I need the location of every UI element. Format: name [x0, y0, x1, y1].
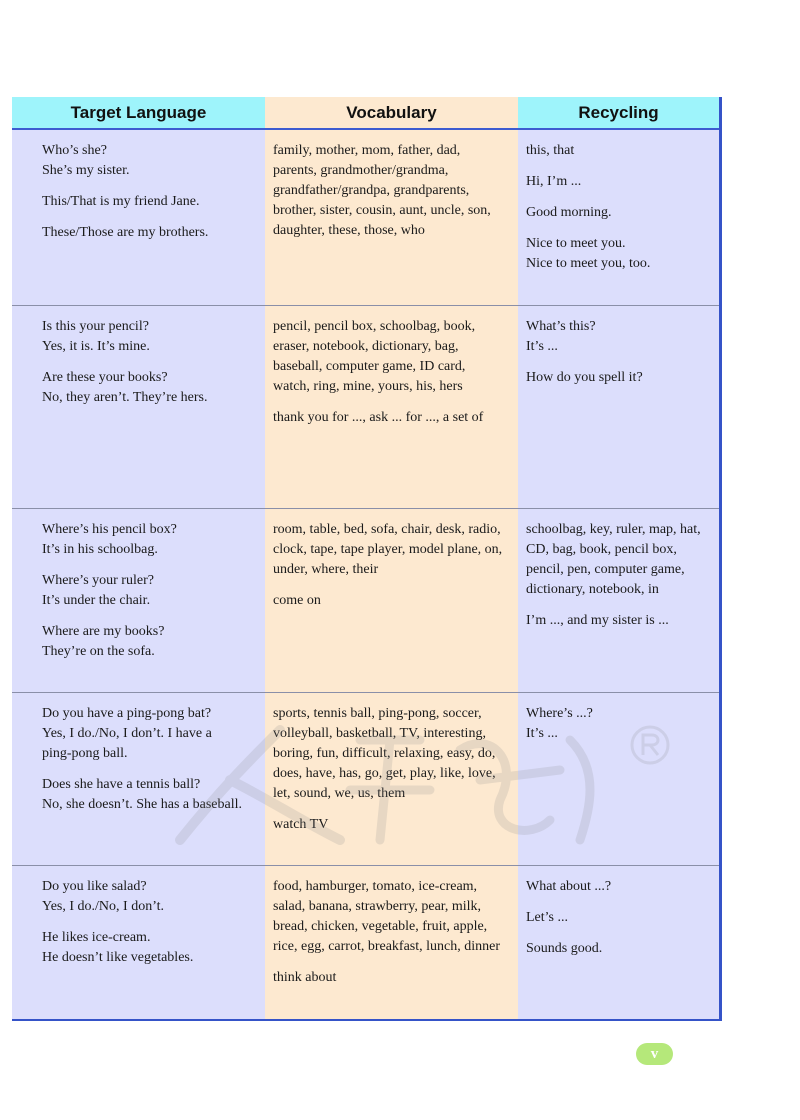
- cell-paragraph: [273, 317, 510, 397]
- cell-paragraph: [526, 203, 711, 223]
- cell-line: parents, grandmother/grandma,: [273, 163, 449, 178]
- cell-line: under, where, their: [273, 562, 379, 577]
- cell-line: grandfather/grandpa, grandparents,: [273, 183, 470, 198]
- cell-line: She’s my sister.: [42, 163, 130, 178]
- cell-paragraph: [526, 520, 711, 600]
- cell-paragraph: [42, 520, 257, 560]
- table-header-row: [12, 97, 719, 130]
- cell-line: Are these your books?: [42, 370, 168, 385]
- page-number: v: [636, 1043, 673, 1065]
- cell-line: Yes, I do./No, I don’t. I have a: [42, 726, 212, 741]
- cell-line: brother, sister, cousin, aunt, uncle, son,: [273, 203, 491, 218]
- cell-vocabulary: [265, 130, 518, 305]
- cell-paragraph: [273, 591, 510, 611]
- cell-paragraph: [526, 172, 711, 192]
- cell-paragraph: [273, 704, 510, 804]
- cell-line: It’s in his schoolbag.: [42, 542, 158, 557]
- cell-line: this, that: [526, 143, 575, 158]
- cell-paragraph: [526, 368, 711, 388]
- cell-line: It’s under the chair.: [42, 593, 151, 608]
- cell-line: does, have, has, go, get, play, like, love,: [273, 766, 496, 781]
- table-row: [12, 693, 719, 866]
- cell-paragraph: [42, 622, 257, 662]
- cell-line: daughter, these, those, who: [273, 223, 425, 238]
- cell-target: [12, 509, 265, 692]
- cell-line: This/That is my friend Jane.: [42, 194, 200, 209]
- cell-line: schoolbag, key, ruler, map, hat,: [526, 522, 701, 537]
- cell-line: watch, ring, mine, yours, his, hers: [273, 379, 463, 394]
- cell-paragraph: [526, 877, 711, 897]
- cell-line: No, she doesn’t. She has a baseball.: [42, 797, 242, 812]
- cell-paragraph: [526, 234, 711, 274]
- cell-paragraph: [273, 877, 510, 957]
- cell-paragraph: [42, 368, 257, 408]
- cell-recycling: [518, 693, 719, 865]
- cell-line: Nice to meet you.: [526, 236, 626, 251]
- cell-paragraph: [273, 141, 510, 241]
- cell-line: boring, fun, difficult, relaxing, easy, do,: [273, 746, 496, 761]
- cell-line: food, hamburger, tomato, ice-cream,: [273, 879, 478, 894]
- cell-recycling: [518, 306, 719, 508]
- cell-line: He doesn’t like vegetables.: [42, 950, 194, 965]
- cell-paragraph: [42, 928, 257, 968]
- cell-line: eraser, notebook, dictionary, bag,: [273, 339, 459, 354]
- cell-paragraph: [273, 815, 510, 835]
- cell-line: I’m ..., and my sister is ...: [526, 613, 669, 628]
- cell-line: Where’s his pencil box?: [42, 522, 177, 537]
- cell-paragraph: [42, 223, 257, 243]
- cell-line: clock, tape, tape player, model plane, on,: [273, 542, 503, 557]
- cell-line: Let’s ...: [526, 910, 568, 925]
- cell-line: sports, tennis ball, ping-pong, soccer,: [273, 706, 482, 721]
- cell-line: think about: [273, 970, 337, 985]
- cell-line: Do you like salad?: [42, 879, 147, 894]
- cell-line: pencil, pencil box, schoolbag, book,: [273, 319, 476, 334]
- cell-line: room, table, bed, sofa, chair, desk, radio,: [273, 522, 501, 537]
- cell-paragraph: [526, 317, 711, 357]
- cell-line: Nice to meet you, too.: [526, 256, 651, 271]
- cell-vocabulary: [265, 509, 518, 692]
- cell-paragraph: [42, 775, 257, 815]
- cell-line: They’re on the sofa.: [42, 644, 155, 659]
- cell-line: bread, chicken, vegetable, fruit, apple,: [273, 919, 488, 934]
- cell-line: These/Those are my brothers.: [42, 225, 209, 240]
- cell-line: CD, bag, book, pencil box,: [526, 542, 677, 557]
- table-row: [12, 866, 719, 1019]
- cell-paragraph: [273, 520, 510, 580]
- cell-paragraph: [42, 192, 257, 212]
- cell-line: let, sound, we, us, them: [273, 786, 406, 801]
- cell-paragraph: [42, 141, 257, 181]
- cell-line: Yes, I do./No, I don’t.: [42, 899, 164, 914]
- cell-line: baseball, computer game, ID card,: [273, 359, 466, 374]
- cell-line: What about ...?: [526, 879, 612, 894]
- cell-paragraph: [42, 877, 257, 917]
- cell-line: ping-pong ball.: [42, 746, 128, 761]
- cell-vocabulary: [265, 866, 518, 1019]
- curriculum-table: [12, 97, 722, 1021]
- cell-paragraph: [526, 141, 711, 161]
- cell-line: salad, banana, strawberry, pear, milk,: [273, 899, 482, 914]
- cell-line: Who’s she?: [42, 143, 107, 158]
- cell-line: It’s ...: [526, 339, 558, 354]
- cell-line: What’s this?: [526, 319, 596, 334]
- table-body: [12, 130, 719, 1019]
- cell-line: watch TV: [273, 817, 329, 832]
- cell-vocabulary: [265, 306, 518, 508]
- header-recycling: Recycling: [518, 97, 719, 128]
- cell-line: rice, egg, carrot, breakfast, lunch, dinner: [273, 939, 501, 954]
- cell-line: Good morning.: [526, 205, 612, 220]
- cell-line: How do you spell it?: [526, 370, 643, 385]
- cell-target: [12, 693, 265, 865]
- cell-line: Do you have a ping-pong bat?: [42, 706, 212, 721]
- cell-line: Where’s your ruler?: [42, 573, 154, 588]
- cell-paragraph: [273, 968, 510, 988]
- table-row: [12, 509, 719, 693]
- cell-paragraph: [526, 908, 711, 928]
- cell-line: Where’s ...?: [526, 706, 593, 721]
- cell-line: He likes ice-cream.: [42, 930, 151, 945]
- cell-paragraph: [526, 704, 711, 744]
- cell-line: Sounds good.: [526, 941, 603, 956]
- cell-target: [12, 130, 265, 305]
- header-target-language: Target Language: [12, 97, 265, 128]
- cell-target: [12, 306, 265, 508]
- cell-recycling: [518, 509, 719, 692]
- cell-paragraph: [273, 408, 510, 428]
- cell-line: It’s ...: [526, 726, 558, 741]
- cell-line: thank you for ..., ask ... for ..., a set of: [273, 410, 484, 425]
- cell-line: Hi, I’m ...: [526, 174, 582, 189]
- cell-line: No, they aren’t. They’re hers.: [42, 390, 208, 405]
- cell-line: Yes, it is. It’s mine.: [42, 339, 150, 354]
- cell-paragraph: [42, 317, 257, 357]
- cell-target: [12, 866, 265, 1019]
- cell-recycling: [518, 866, 719, 1019]
- cell-line: come on: [273, 593, 321, 608]
- table-row: [12, 130, 719, 306]
- cell-recycling: [518, 130, 719, 305]
- cell-line: pencil, pen, computer game,: [526, 562, 685, 577]
- cell-line: Is this your pencil?: [42, 319, 149, 334]
- cell-paragraph: [526, 611, 711, 631]
- cell-line: Does she have a tennis ball?: [42, 777, 201, 792]
- header-vocabulary: Vocabulary: [265, 97, 518, 128]
- cell-line: volleyball, basketball, TV, interesting,: [273, 726, 486, 741]
- cell-paragraph: [42, 704, 257, 764]
- cell-line: Where are my books?: [42, 624, 165, 639]
- cell-line: family, mother, mom, father, dad,: [273, 143, 461, 158]
- table-row: [12, 306, 719, 509]
- cell-paragraph: [42, 571, 257, 611]
- cell-vocabulary: [265, 693, 518, 865]
- cell-line: dictionary, notebook, in: [526, 582, 659, 597]
- cell-paragraph: [526, 939, 711, 959]
